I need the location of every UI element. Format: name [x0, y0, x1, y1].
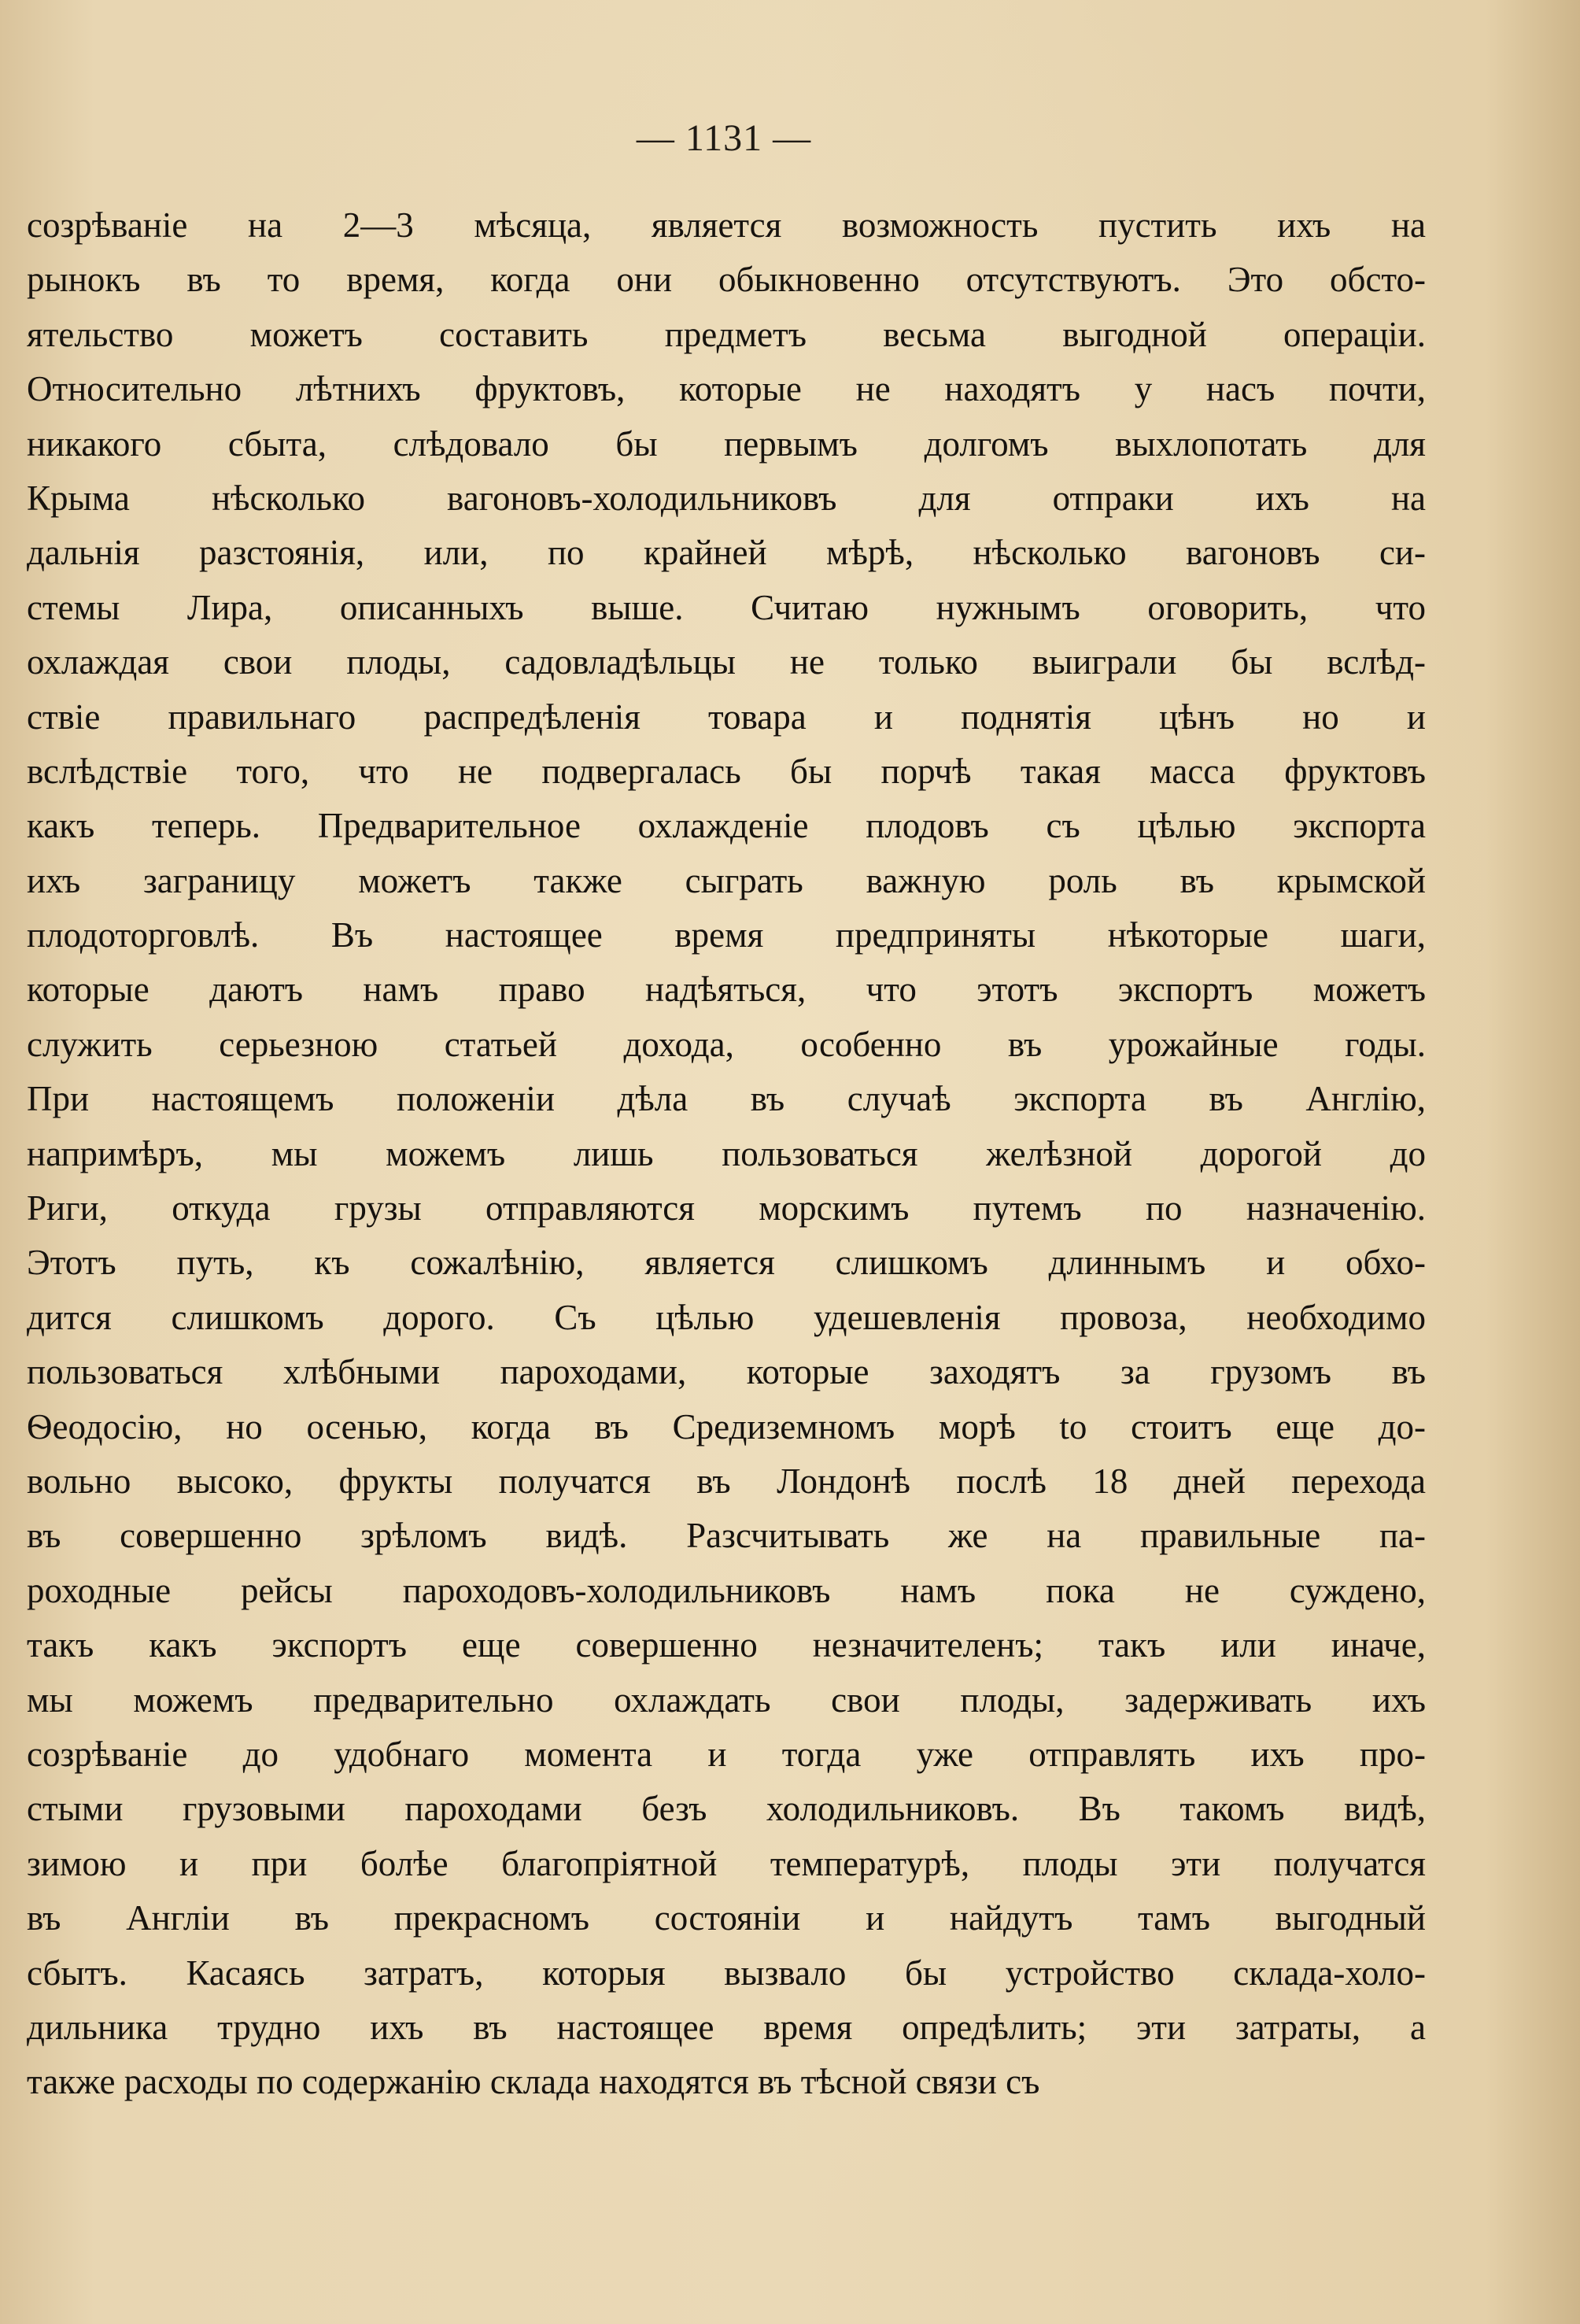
text-line: дильника трудно ихъ въ настоящее время опредѣлить; эти затраты, а: [27, 2007, 1426, 2047]
text-line: никакого сбыта, слѣдовало бы первымъ долгомъ выхлопотать для: [27, 423, 1426, 464]
text-line: Ѳеодосію, но осенью, когда въ Средиземномъ морѣ tо стоитъ еще до-: [27, 1406, 1426, 1446]
text-line: стыми грузовыми пароходами безъ холодильниковъ. Въ такомъ видѣ,: [27, 1789, 1426, 1829]
text-line: созрѣваніе на 2—3 мѣсяца, является возможность пустить ихъ на: [27, 205, 1426, 245]
text-line: роходные рейсы пароходовъ-холодильниковъ намъ пока не суждено,: [27, 1570, 1426, 1610]
text-line: зимою и при болѣе благопріятной температурѣ, плоды эти получатся: [27, 1843, 1426, 1883]
text-line: сбытъ. Касаясь затратъ, которыя вызвало бы устройство склада-холо-: [27, 1953, 1426, 1993]
text-line: напримѣръ, мы можемъ лишь пользоваться желѣзной дорогой до: [27, 1133, 1426, 1173]
text-line: Крыма нѣсколько вагоновъ-холодильниковъ для отпраки ихъ на: [27, 478, 1426, 518]
text-line: плодоторговлѣ. Въ настоящее время предприняты нѣкоторые шаги,: [27, 915, 1426, 955]
text-line: пользоваться хлѣбными пароходами, которые заходятъ за грузомъ въ: [27, 1352, 1426, 1392]
text-line: дится слишкомъ дорого. Съ цѣлью удешевленія провоза, необходимо: [27, 1297, 1426, 1337]
text-line: ихъ заграницу можетъ также сыграть важную роль въ крымской: [27, 860, 1426, 900]
page-number: — 1131 —: [636, 117, 812, 159]
text-line: вольно высоко, фрукты получатся въ Лондонѣ послѣ 18 дней перехода: [27, 1461, 1426, 1501]
text-line: При настоящемъ положеніи дѣла въ случаѣ экспорта въ Англію,: [27, 1079, 1426, 1119]
text-line: вслѣдствіе того, что не подвергалась бы порчѣ такая масса фруктовъ: [27, 751, 1426, 791]
text-line: Риги, откуда грузы отправляются морскимъ путемъ по назначенію.: [27, 1188, 1426, 1229]
text-line: которые даютъ намъ право надѣяться, что этотъ экспортъ можетъ: [27, 970, 1426, 1010]
text-line: такъ какъ экспортъ еще совершенно незначителенъ; такъ или иначе,: [27, 1625, 1426, 1665]
text-line: какъ теперь. Предварительное охлажденіе плодовъ съ цѣлью экспорта: [27, 806, 1426, 846]
text-line: ятельство можетъ составить предметъ весьма выгодной операціи.: [27, 314, 1426, 354]
text-line: рынокъ въ то время, когда они обыкновенно отсутствуютъ. Это обсто-: [27, 260, 1426, 300]
text-line: мы можемъ предварительно охлаждать свои плоды, задерживать ихъ: [27, 1679, 1426, 1720]
text-line: стемы Лира, описанныхъ выше. Считаю нужнымъ оговорить, что: [27, 587, 1426, 627]
text-line: Этотъ путь, къ сожалѣнію, является слишкомъ длиннымъ и обхо-: [27, 1243, 1426, 1283]
text-line: въ совершенно зрѣломъ видѣ. Разсчитывать же на правильные па-: [27, 1516, 1426, 1556]
text-line: служить серьезною статьей дохода, особенно въ урожайные годы.: [27, 1024, 1426, 1064]
text-line: охлаждая свои плоды, садовладѣльцы не только выиграли бы вслѣд-: [27, 642, 1426, 682]
body-text: [27, 198, 1426, 2110]
text-line: въ Англіи въ прекрасномъ состояніи и найдутъ тамъ выгодный: [27, 1898, 1426, 1938]
text-line: также расходы по содержанію склада находятся въ тѣсной связи съ: [27, 2062, 1040, 2102]
text-line: дальнія разстоянія, или, по крайней мѣрѣ, нѣсколько вагоновъ си-: [27, 533, 1426, 573]
text-line: Относительно лѣтнихъ фруктовъ, которые не находятъ у насъ почти,: [27, 369, 1426, 409]
text-line: созрѣваніе до удобнаго момента и тогда уже отправлять ихъ про-: [27, 1734, 1426, 1774]
text-line: ствіе правильнаго распредѣленія товара и поднятія цѣнъ но и: [27, 696, 1426, 737]
